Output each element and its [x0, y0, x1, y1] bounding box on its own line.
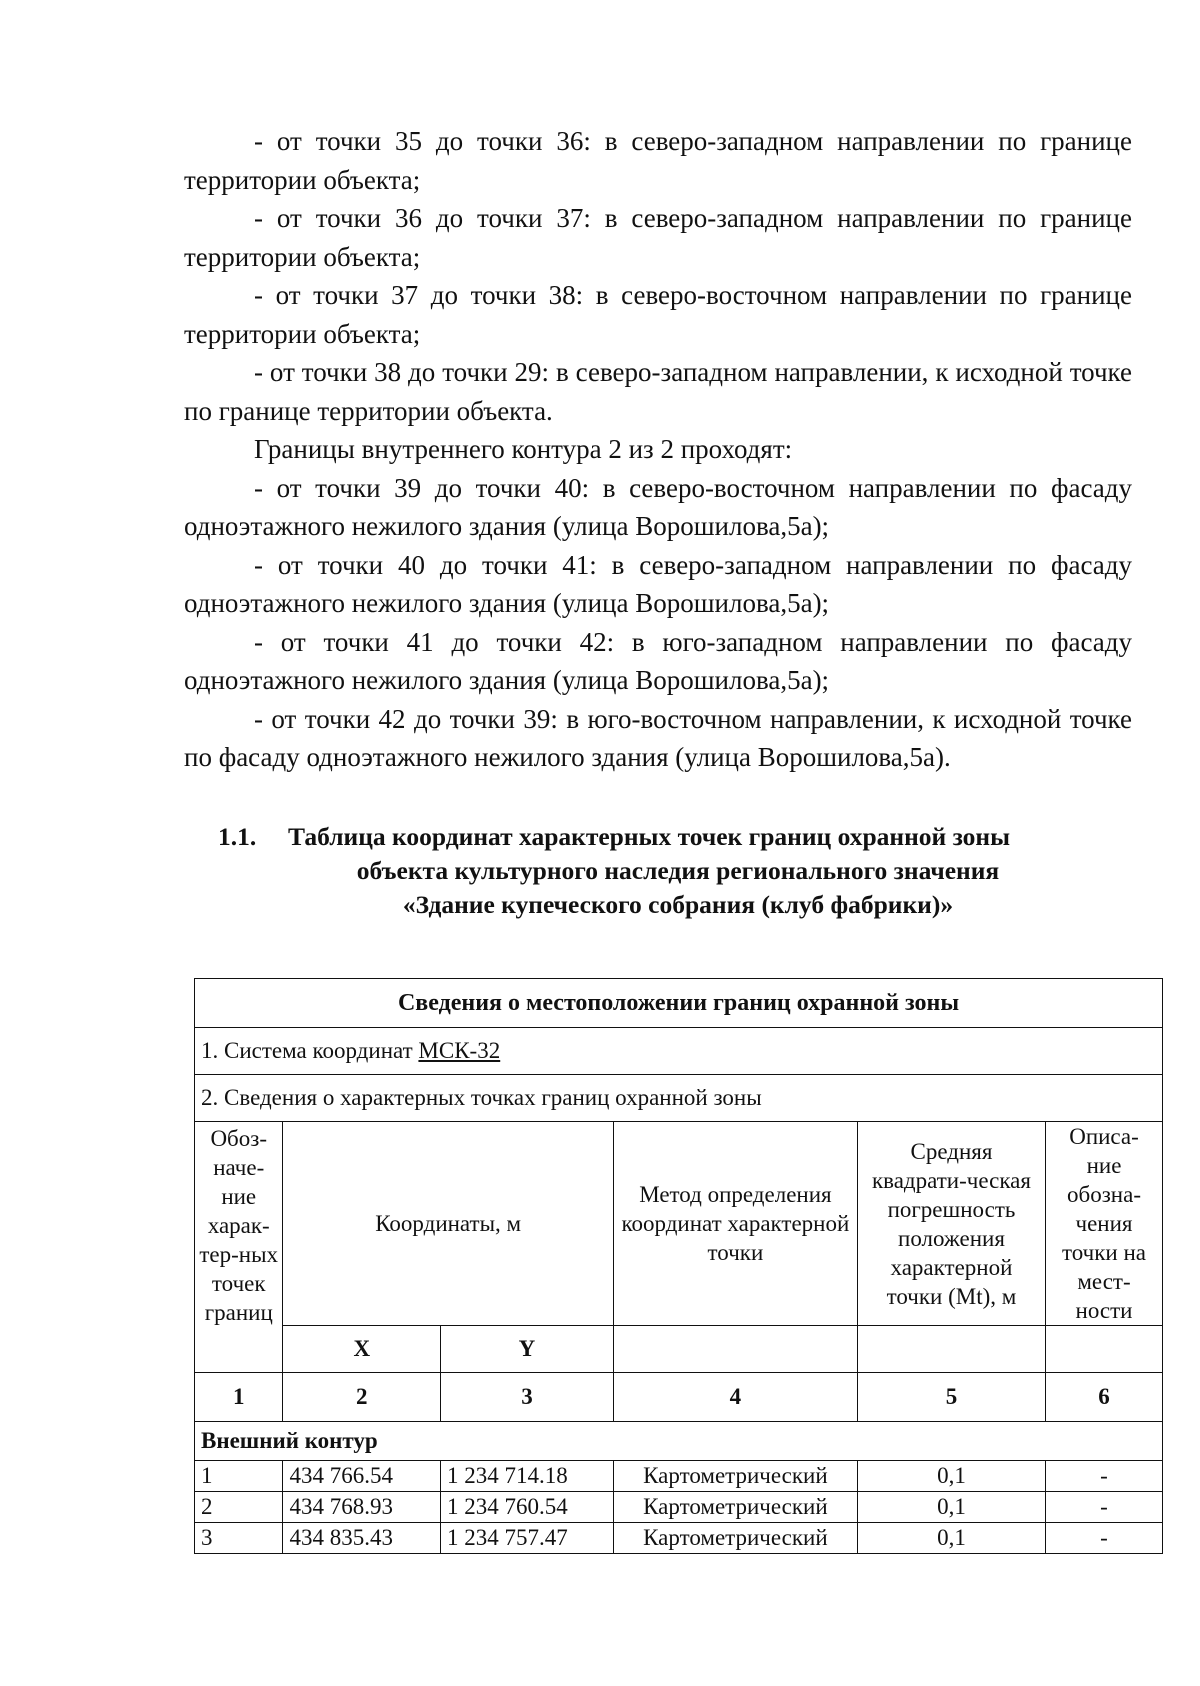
table-row [195, 1492, 1163, 1523]
table-title: Сведения о местоположении границ охранной зоны [195, 979, 1163, 1028]
point-id: 1 [195, 1461, 283, 1492]
contour-label: Внешний контур [195, 1422, 1163, 1461]
section-number: 1.1. [218, 822, 257, 851]
point-error: 0,1 [857, 1461, 1045, 1492]
table-row [195, 1461, 1163, 1492]
point-error: 0,1 [857, 1523, 1045, 1554]
point-error: 0,1 [857, 1492, 1045, 1523]
heading-line-3: «Здание купеческого собрания (клуб фабрики)» [402, 890, 954, 919]
point-id: 2 [195, 1492, 283, 1523]
heading-line-2: объекта культурного наследия регионального значения [356, 856, 1000, 885]
header-x: X [283, 1326, 441, 1373]
point-y: 1 234 757.47 [441, 1523, 614, 1554]
point-y: 1 234 760.54 [441, 1492, 614, 1523]
paragraph: - от точки 40 до точки 41: в северо-западном направлении по фасаду одноэтажного нежилого здания (улица Ворошилова,5а); [184, 549, 1132, 618]
header-description: Описа-ние обозна-чения точки на мест-ности [1046, 1122, 1163, 1326]
heading-line-1: Таблица координат характерных точек границ охранной зоны [288, 822, 1011, 851]
column-number: 6 [1046, 1373, 1163, 1422]
coord-system-label: 1. Система координат [201, 1038, 419, 1063]
point-id: 3 [195, 1523, 283, 1554]
paragraph: - от точки 39 до точки 40: в северо-восточном направлении по фасаду одноэтажного нежилого здания (улица Ворошилова,5а); [184, 472, 1132, 541]
paragraph: - от точки 37 до точки 38: в северо-восточном направлении по границе территории объекта; [184, 280, 1132, 349]
header-y: Y [441, 1326, 614, 1373]
point-y: 1 234 714.18 [441, 1461, 614, 1492]
point-x: 434 768.93 [283, 1492, 441, 1523]
point-method: Картометрический [613, 1492, 857, 1523]
coord-system-name: МСК-32 [418, 1038, 501, 1063]
paragraph: - от точки 36 до точки 37: в северо-западном направлении по границе территории объекта; [184, 203, 1132, 272]
point-description: - [1046, 1523, 1163, 1554]
paragraph: Границы внутреннего контура 2 из 2 проходят: [254, 434, 793, 464]
body-text [184, 122, 1132, 777]
column-number: 2 [283, 1373, 441, 1422]
header-empty [613, 1326, 857, 1373]
column-number: 1 [195, 1373, 283, 1422]
coordinates-table [194, 978, 1163, 1554]
column-number: 5 [857, 1373, 1045, 1422]
header-method: Метод определения координат характерной точки [613, 1122, 857, 1326]
point-method: Картометрический [613, 1461, 857, 1492]
points-info-row: 2. Сведения о характерных точках границ охранной зоны [195, 1075, 1163, 1122]
paragraph: - от точки 38 до точки 29: в северо-западном направлении, к исходной точке по границе территории объекта. [184, 357, 1132, 426]
header-empty [857, 1326, 1045, 1373]
header-empty [1046, 1326, 1163, 1373]
paragraph: - от точки 41 до точки 42: в юго-западном направлении по фасаду одноэтажного нежилого здания (улица Ворошилова,5а); [184, 626, 1132, 695]
header-error: Средняя квадрати-ческая погрешность положения характерной точки (Mt), м [857, 1122, 1045, 1326]
coord-system-row [195, 1028, 1163, 1075]
column-number: 4 [613, 1373, 857, 1422]
table-row [195, 1523, 1163, 1554]
column-number: 3 [441, 1373, 614, 1422]
header-coordinates: Координаты, м [283, 1122, 613, 1326]
point-x: 434 766.54 [283, 1461, 441, 1492]
point-description: - [1046, 1492, 1163, 1523]
point-description: - [1046, 1461, 1163, 1492]
point-x: 434 835.43 [283, 1523, 441, 1554]
header-point-designation: Обоз-наче-ние харак-тер-ных точек границ [195, 1122, 283, 1373]
paragraph: - от точки 42 до точки 39: в юго-восточном направлении, к исходной точке по фасаду одноэтажного нежилого здания (улица Ворошилова,5а). [184, 703, 1132, 772]
point-method: Картометрический [613, 1523, 857, 1554]
paragraph: - от точки 35 до точки 36: в северо-западном направлении по границе территории объекта; [184, 126, 1132, 195]
